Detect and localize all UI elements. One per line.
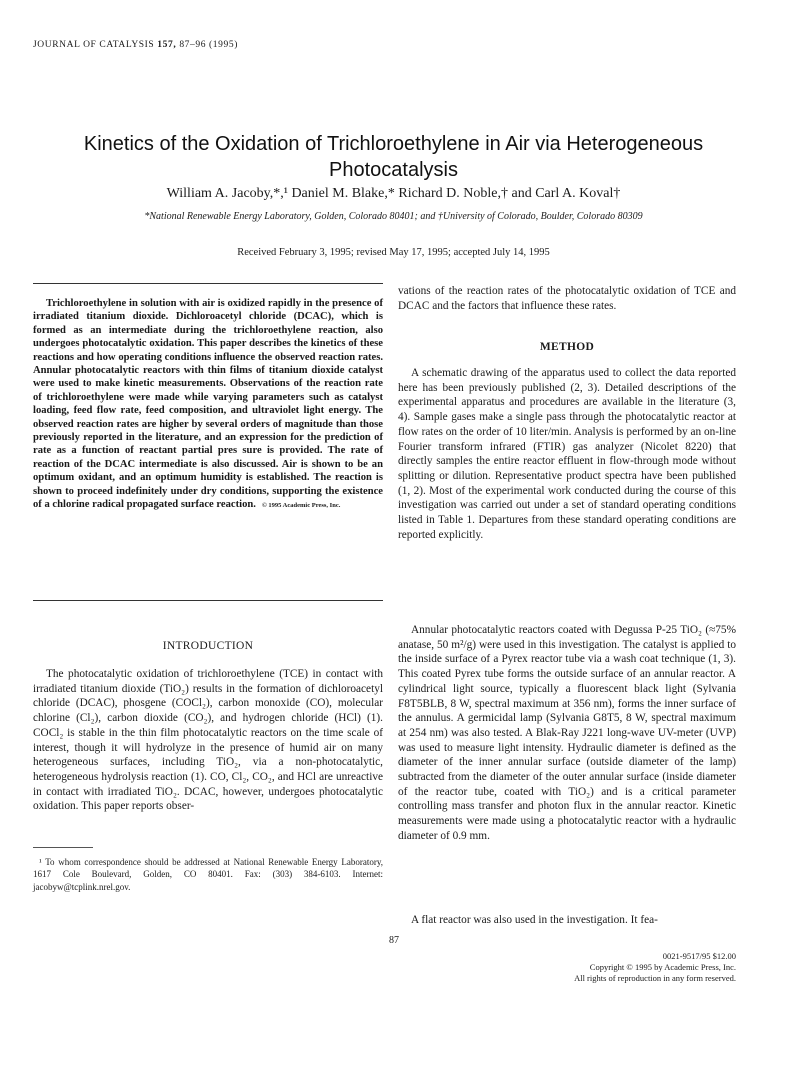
method-paragraph-1: A schematic drawing of the apparatus used to collect the data reported here has been previously published (2, 3). Detailed descriptions of the experimental apparatus and procedures are available in the literature (3, 4). Sample gases make a single pass through the photocatalytic reactor at flow rates on the order of 10 liter/min. Analysis is performed by an on-line Fourier transform infrared (FTIR) gas analyzer (Nicolet 8220) that directly samples the entire reactor effluent in flow-through mode without splitting or dilution. Representative product spectra have been published (1, 2). Most of the experimental work conducted during the course of this investigation was carried out under a set of standard operating conditions listed in Table 1. Departures from these standard operating conditions are reported explicitly.: [398, 367, 736, 541]
journal-pages: 87–96 (1995): [179, 40, 238, 50]
footnote-rule: [33, 847, 93, 848]
abstract: [33, 297, 383, 513]
journal-name: JOURNAL OF CATALYSIS: [33, 40, 155, 50]
copyright-line: Copyright © 1995 by Academic Press, Inc.: [589, 962, 736, 972]
page-number: 87: [389, 935, 399, 946]
issn-price: 0021-9517/95 $12.00: [662, 951, 736, 961]
abstract-top-rule: [33, 283, 383, 284]
journal-volume: 157,: [157, 40, 177, 50]
method-heading: METHOD: [539, 341, 595, 353]
abstract-text: Trichloroethylene in solution with air is oxidized rapidly in the presence of irradiated titanium dioxide. Dichloroacetyl chloride (DCAC), which is formed as an intermediate during the trichloroethylene reaction, also undergoes photocatalytic oxidation. This paper describes the kinetics of these reactions and how operating conditions influence the observed reaction rates. Annular photocatalytic reactors with thin films of titanium dioxide catalyst were used to make kinetic measurements. Observations of the reaction rate of trichloroethylene were made while varying parameters such as catalyst loading, feed flow rate, feed composition, and ultraviolet light energy. The observed reaction rates are higher by several orders of magnitude than those previously reported in the literature, and an expression for the prediction of rate as a function of reactant partial pres sure is provided. The rate of reaction of the DCAC intermediate is also discussed. Air is shown to be an optimum oxidant, and an optimum humidity is established. The reaction is shown to proceed indefinitely under dry conditions, supporting the existence of a chlorine radical propagated surface reaction.: [33, 298, 383, 511]
method-paragraph-2: Annular photocatalytic reactors coated with Degussa P-25 TiO₂ (≈75% anatase, 50 m²/g) were used in this investigation. The catalyst is applied to the inside surface of a Pyrex reactor tube via a wash coat technique (1, 3). This coated Pyrex tube forms the outside surface of an annular reactor. A cylindrical light source, typically a fluorescent black light (Sylvania F8T5BLB, 8 W, spectral maximum at 356 nm), forms the inner surface of the annulus. A germicidal lamp (Sylvania G8T5, 8 W, spectral maximum at 254 nm) was also tested. A Blak-Ray J221 long-wave UV-meter (UVP) was used to measure light intensity. Hydraulic diameter is defined as the diameter of the inner annular surface (outside diameter of the lamp) subtracted from the diameter of the outer annular surface (inside diameter of the reactor tube, coated with TiO₂) and is a critical parameter controlling mass transfer and photon flux in the annular reactor. Kinetic measurements were made using a photocatalytic reactor with a hydraulic diameter of 0.9 mm.: [398, 624, 736, 842]
introduction-heading: INTRODUCTION: [162, 640, 254, 652]
affiliations: *National Renewable Energy Laboratory, Golden, Colorado 80401; and †University of Colorado, Boulder, Colorado 80309: [144, 211, 643, 222]
received-dates: Received February 3, 1995; revised May 17, 1995; accepted July 14, 1995: [237, 247, 550, 258]
footnote: ¹ To whom correspondence should be addressed at National Renewable Energy Laboratory, 1617 Cole Boulevard, Golden, CO 80401. Fax: (303) 384-6103. Internet: jacobyw@tcplink.nrel.gov.: [33, 857, 383, 892]
abstract-bottom-rule: [33, 600, 383, 601]
article-title: Kinetics of the Oxidation of Trichloroethylene in Air via Heterogeneous Photocatalysis: [83, 133, 704, 181]
abstract-copyright: © 1995 Academic Press, Inc.: [261, 502, 341, 510]
introduction-paragraph: The photocatalytic oxidation of trichloroethylene (TCE) in contact with irradiated titanium dioxide (TiO₂) results in the formation of dichloroacetyl chloride (DCAC), phosgene (COCl₂), carbon monoxide (CO), molecular chlorine (Cl₂), carbon dioxide (CO₂), and hydrogen chloride (HCl) (1). COCl₂ is stable in the thin film photocatalytic reactors on the time scale of interest, though it will hydrolyze in the presence of humid air on many heterogeneous surfaces, including TiO₂, via a non-photocatalytic, heterogeneous hydrolysis reaction (1). CO, Cl₂, CO₂, and HCl are unreactive in contact with irradiated TiO₂. DCAC, however, undergoes photocatalytic oxidation. This paper reports obser-: [33, 668, 383, 813]
copyright-block: [450, 951, 736, 984]
column2-continuation: vations of the reaction rates of the photocatalytic oxidation of TCE and DCAC and the factors that influence these rates.: [398, 285, 736, 312]
method-paragraph-3: A flat reactor was also used in the investigation. It fea-: [411, 914, 658, 926]
rights-line: All rights of reproduction in any form reserved.: [574, 973, 736, 983]
journal-header: [33, 40, 238, 50]
author-list: William A. Jacoby,*,¹ Daniel M. Blake,* Richard D. Noble,† and Carl A. Koval†: [166, 186, 621, 201]
